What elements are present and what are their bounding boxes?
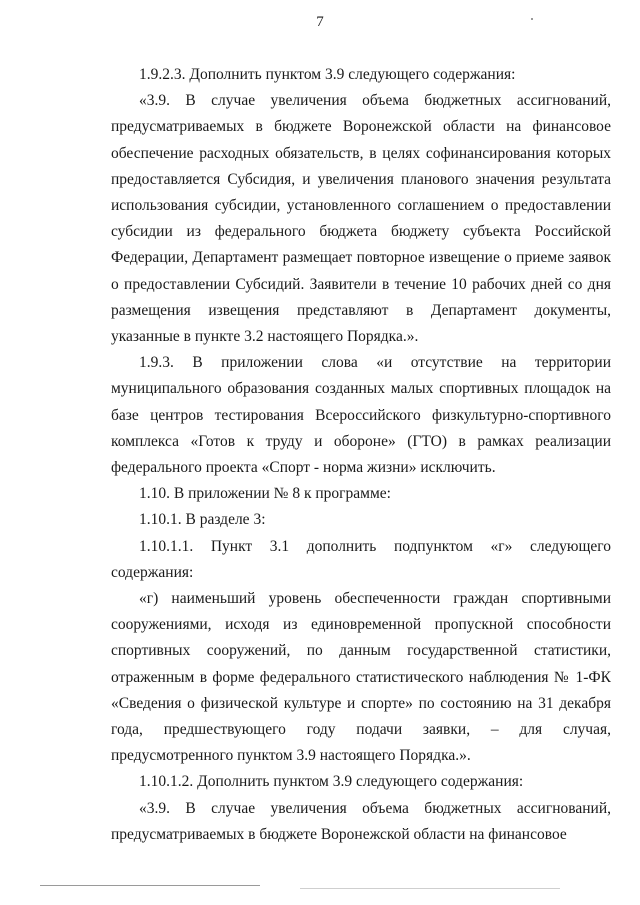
paragraph-1-9-3: 1.9.3. В приложении слова «и отсутствие на территории муниципального образования созданных малых спортивных площадок на базе центров тестирования Всероссийского физкультурно-спортивного комплекса «Готов к труду и обороне» (ГТО) в рамках реализации федерального проекта «Спорт - норма жизни» исключить. — [111, 354, 611, 477]
paragraph-1-9-2-3: 1.9.2.3. Дополнить пунктом 3.9 следующего содержания: — [139, 66, 516, 83]
bottom-scan-line-faint — [300, 888, 560, 889]
paragraph-1-10-1-1: 1.10.1.1. Пункт 3.1 дополнить подпунктом «г» следующего содержания: — [111, 537, 611, 581]
page-number: 7 — [316, 14, 324, 30]
paragraph-subpoint-g: «г) наименьший уровень обеспеченности граждан спортивными сооружениями, исходя из единовременной пропускной способности спортивных сооружений, по данным государственной статистики, отраженным в форме федерального статистического наблюдения № 1-ФК «Сведения о физической культуре и спорте» по состоянию на 31 декабря года, предшествующего году подачи заявки, – для случая, предусмотренного пунктом 3.9 настоящего Порядка.». — [111, 590, 611, 765]
document-body — [111, 62, 611, 848]
paragraph-quote-3-9-continued: «3.9. В случае увеличения объема бюджетных ассигнований, предусматриваемых в бюджете Воронежской области на финансовое — [111, 799, 611, 843]
paragraph-1-10-1-2: 1.10.1.2. Дополнить пунктом 3.9 следующего содержания: — [139, 773, 524, 791]
paragraph-1-10-1: 1.10.1. В разделе 3: — [139, 511, 266, 529]
paragraph-1-10: 1.10. В приложении № 8 к программе: — [139, 485, 391, 503]
scan-artifact — [531, 18, 533, 20]
bottom-scan-line — [40, 885, 260, 886]
paragraph-quote-3-9: «3.9. В случае увеличения объема бюджетных ассигнований, предусматриваемых в бюджете Воронежской области на финансовое обеспечение расходных обязательств, в целях софинансирования которых предоставляется Субсидия, и увеличения планового значения результата использования субсидии, установленного соглашением о предоставлении субсидии из федерального бюджета бюджету субъекта Российской Федерации, Департамент размещает повторное извещение о приеме заявок о предоставлении Субсидий. Заявители в течение 10 рабочих дней со дня размещения извещения представляют в Департамент документы, указанные в пункте 3.2 настоящего Порядка.». — [111, 92, 611, 346]
